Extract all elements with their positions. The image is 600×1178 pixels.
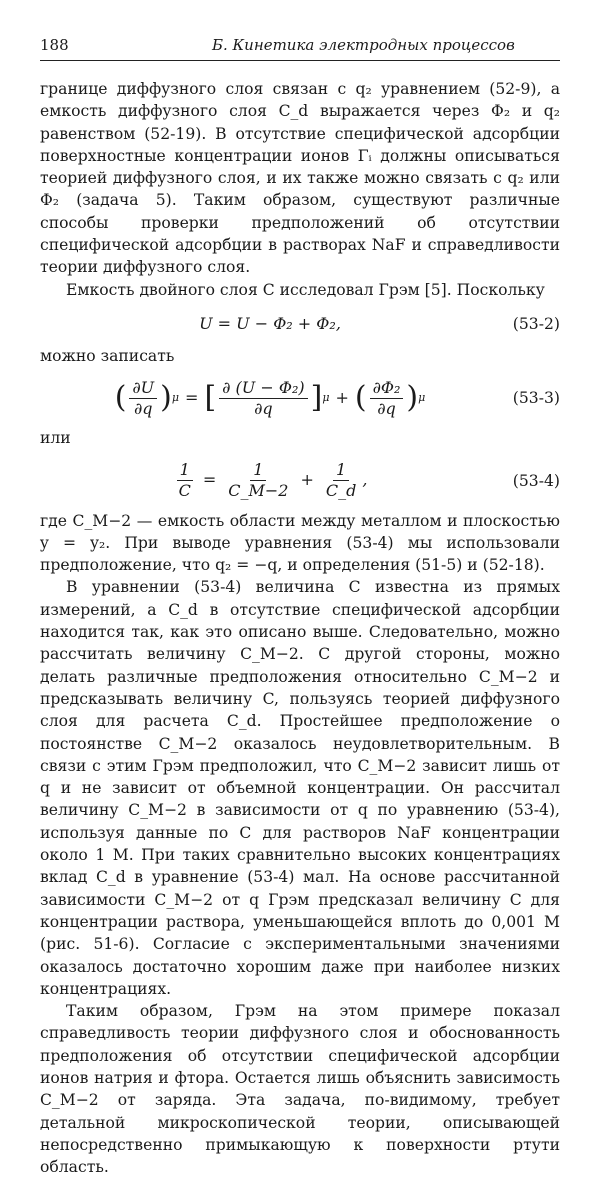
equation-53-2 [40,307,560,341]
equation-53-3-label: (53-3) [512,389,560,408]
running-title: Б. Кинетика электродных процессов [212,36,515,54]
equation-53-3: ( $\frac{\partial U}{\partial q}$ ) μ = [ $\frac{\text{∂ (U − Φ₂)}}{\partial q}$ ] μ + ( $\frac{\text{∂Φ₂}}{\partial q}$ ) μ (53-3) [114,377,560,418]
equation-53-4: $\frac{1}{C}$ = $\frac{1}{C\_M-2}$ + $\frac{1}{C\_d}$ , (53-4) [40,456,560,506]
paragraph-4: или [40,429,71,448]
fraction-1-cm2: $\frac{1}{C\_M-2}$ [228,460,289,501]
paragraph-6: В уравнении (53-4) величина C известна из прямых измерений, а C_d в отсутствие специфической адсорбции находится так, как это описано выше. Следовательно, можно рассчитать величину C_M−2. С другой стороны, можно делать различные предположения относительно C_M−2 и предсказывать величину C, пользуясь теорией диффузного слоя для расчета C_d. Простейшее предположение о постоянстве C_M−2 оказалось неудовлетворительным. В связи с этим Грэм предположил, что C_M−2 зависит лишь от q и не зависит от объемной концентрации. Он рассчитал величину C_M−2 в зависимости от q по уравнению (53-4), используя данные по C для растворов NaF концентрации около 1 М. При таких сравнительно высоких концентрациях вклад C_d в уравнение (53-4) мал. На основе рассчитанной зависимости C_M−2 от q Грэм предсказал величину C для концентрации раствора, уменьшающейся вплоть до 0,001 М (рис. 51-6). Согласие с экспериментальными значениями оказалось достаточно хорошим даже при наиболее низких концентрациях. [40,578,560,998]
fraction-1-c: $\frac{1}{C}$ [178,460,191,501]
fraction-du-dq: $\frac{\partial U}{\partial q}$ [129,378,157,419]
equation-53-4-label: (53-4) [512,471,560,490]
fraction-1-cd: $\frac{1}{C\_d}$ [325,460,357,501]
fraction-dphi-dq: $\frac{\text{∂Φ₂}}{\partial q}$ [370,378,404,419]
paragraph-2: Емкость двойного слоя C исследовал Грэм [5]. Поскольку [66,280,545,299]
equation-53-2-body: U = U − Φ₂ + Φ₂, [199,313,341,333]
page-header [40,34,560,56]
header-rule [40,60,560,61]
paragraph-5: где C_M−2 — емкость области между металлом и плоскостью y = y₂. При выводе уравнения (53-4) мы использовали предположение, что q₂ = −q, и определения (51-5) и (52-18). [40,511,560,575]
equation-53-2-label: (53-2) [512,314,560,333]
paragraph-1: границе диффузного слоя связан с q₂ уравнением (52-9), а емкость диффузного слоя C_d выражается через Φ₂ и q₂ равенством (52-19). В отсутствие специфической адсорбции поверхностные концентрации ионов Γᵢ должны описываться теорией диффузного слоя, и их также можно связать с q₂ или Φ₂ (задача 5). Таким образом, существуют различные способы проверки предположений об отсутствии специфической адсорбции в растворах NaF и справедливости теории диффузного слоя. [40,80,560,277]
paragraph-3: можно записать [40,346,175,365]
page-body [40,78,560,1178]
fraction-du-phi-dq: $\frac{\text{∂ (U − Φ₂)}}{\partial q}$ [219,378,307,419]
page-number: 188 [40,36,69,54]
paragraph-7: Таким образом, Грэм на этом примере показал справедливость теории диффузного слоя и обоснованность предположения об отсутствии специфической адсорбции ионов натрия и фтора. Остается лишь объяснить зависимость C_M−2 от заряда. Эта задача, по-видимому, требует детальной микроскопической теории, описывающей непосредственно примыкающую к поверхности ртути область. [40,1002,560,1177]
